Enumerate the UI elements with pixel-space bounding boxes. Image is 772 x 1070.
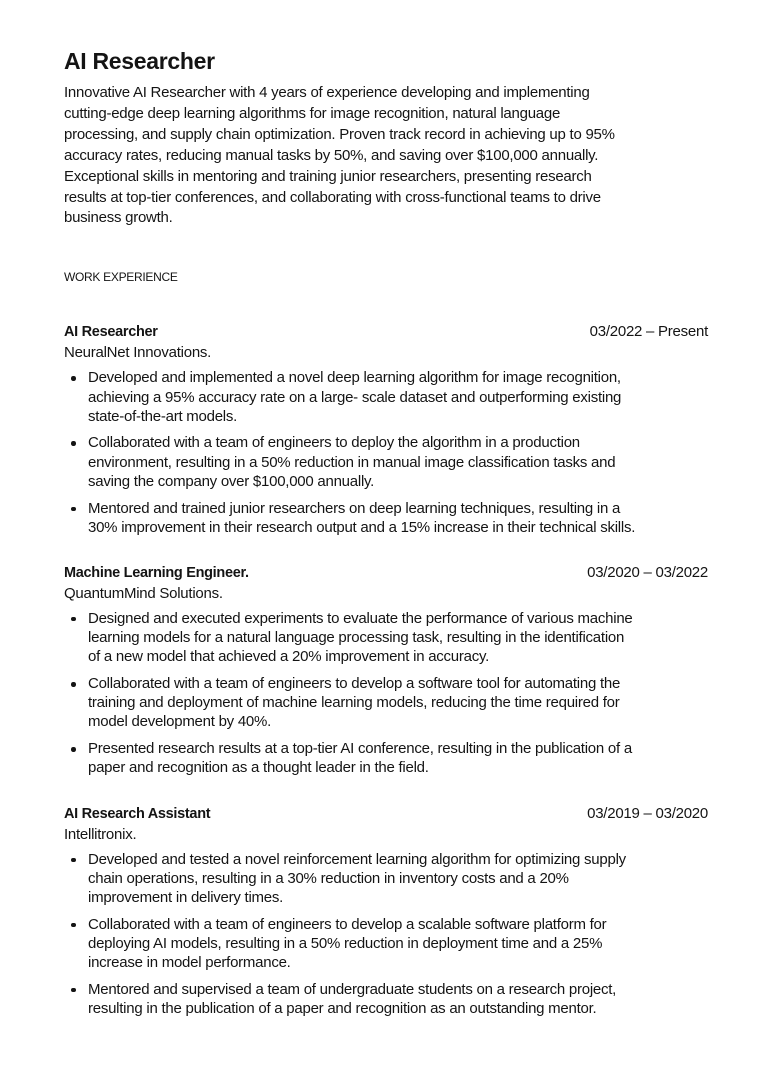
job-list xyxy=(64,322,708,1018)
job-header xyxy=(64,804,708,824)
bullet-line: environment, resulting in a 50% reduction in manual image classification tasks and xyxy=(88,453,616,471)
bullet-line: Collaborated with a team of engineers to develop a software tool for automating the xyxy=(88,675,621,693)
summary-line: cutting-edge deep learning algorithms for image recognition, natural language xyxy=(64,104,561,122)
bullet-line: chain operations, resulting in a 30% reduction in inventory costs and a 20% xyxy=(88,869,569,887)
section-heading-work-experience: WORK EXPERIENCE xyxy=(64,270,178,285)
company-name: NeuralNet Innovations. xyxy=(64,344,212,362)
summary-line: business growth. xyxy=(64,209,173,227)
bullet-item xyxy=(64,915,708,973)
bullet-line: improvement in delivery times. xyxy=(88,889,284,906)
summary xyxy=(64,83,708,229)
company-name: QuantumMind Solutions. xyxy=(64,584,223,602)
summary-line: Exceptional skills in mentoring and training junior researchers, presenting research xyxy=(64,167,592,185)
summary-line: processing, and supply chain optimization. Proven track record in achieving up to 95% xyxy=(64,125,615,143)
bullet-line: Mentored and supervised a team of undergraduate students on a research project, xyxy=(88,980,617,998)
summary-line: accuracy rates, reducing manual tasks by 50%, and saving over $100,000 annually. xyxy=(64,146,599,164)
bullet-line: saving the company over $100,000 annually. xyxy=(88,472,375,490)
job-dates: 03/2020 – 03/2022 xyxy=(587,563,708,581)
bullet-line: Collaborated with a team of engineers to deploy the algorithm in a production xyxy=(88,434,580,452)
bullet-line: 30% improvement in their research output and a 15% increase in their technical skills. xyxy=(88,518,636,536)
bullet-line: Designed and executed experiments to evaluate the performance of various machine xyxy=(88,609,633,627)
job-header xyxy=(64,563,708,583)
bullet-list xyxy=(64,368,708,537)
bullet-line: achieving a 95% accuracy rate on a large- scale dataset and outperforming existing xyxy=(88,388,622,406)
bullet-item xyxy=(64,433,708,491)
bullet-item xyxy=(64,609,708,667)
bullet-line: Developed and implemented a novel deep learning algorithm for image recognition, xyxy=(88,369,621,387)
job-title: Machine Learning Engineer. xyxy=(64,564,249,581)
bullet-line: state-of-the-art models. xyxy=(88,407,238,425)
company-name: Intellitronix. xyxy=(64,825,137,843)
bullet-item xyxy=(64,739,708,777)
job-dates: 03/2019 – 03/2020 xyxy=(587,804,708,822)
summary-line: Innovative AI Researcher with 4 years of experience developing and implementing xyxy=(64,84,590,101)
bullet-line: resulting in the publication of a paper and recognition as an outstanding mentor. xyxy=(88,1000,597,1018)
bullet-item xyxy=(64,850,708,908)
bullet-line: deploying AI models, resulting in a 50% reduction in deployment time and a 25% xyxy=(88,934,603,952)
summary-line: results at top-tier conferences, and collaborating with cross-functional teams to drive xyxy=(64,188,601,206)
bullet-line: model development by 40%. xyxy=(88,713,272,731)
job-entry xyxy=(64,804,708,1019)
bullet-line: Collaborated with a team of engineers to develop a scalable software platform for xyxy=(88,915,607,933)
bullet-line: Mentored and trained junior researchers on deep learning techniques, resulting in a xyxy=(88,499,621,517)
bullet-list xyxy=(64,850,708,1019)
bullet-line: increase in model performance. xyxy=(88,954,291,972)
bullet-item xyxy=(64,499,708,537)
bullet-line: training and deployment of machine learning models, reducing the time required for xyxy=(88,694,620,712)
job-entry xyxy=(64,563,708,778)
job-header xyxy=(64,322,708,342)
bullet-list xyxy=(64,609,708,778)
job-dates: 03/2022 – Present xyxy=(589,323,708,341)
bullet-item xyxy=(64,674,708,732)
job-title: AI Researcher xyxy=(64,324,158,341)
bullet-line: Presented research results at a top-tier AI conference, resulting in the publication of a xyxy=(88,740,632,758)
bullet-line: paper and recognition as a thought leader in the field. xyxy=(88,759,429,777)
job-entry xyxy=(64,322,708,537)
bullet-line: of a new model that achieved a 20% improvement in accuracy. xyxy=(88,648,490,666)
bullet-item xyxy=(64,368,708,426)
bullet-line: Developed and tested a novel reinforcement learning algorithm for optimizing supply xyxy=(88,850,626,868)
job-title: AI Research Assistant xyxy=(64,805,211,822)
bullet-item xyxy=(64,980,708,1018)
resume-title: AI Researcher xyxy=(64,48,215,74)
bullet-line: learning models for a natural language processing task, resulting in the identification xyxy=(88,629,625,647)
